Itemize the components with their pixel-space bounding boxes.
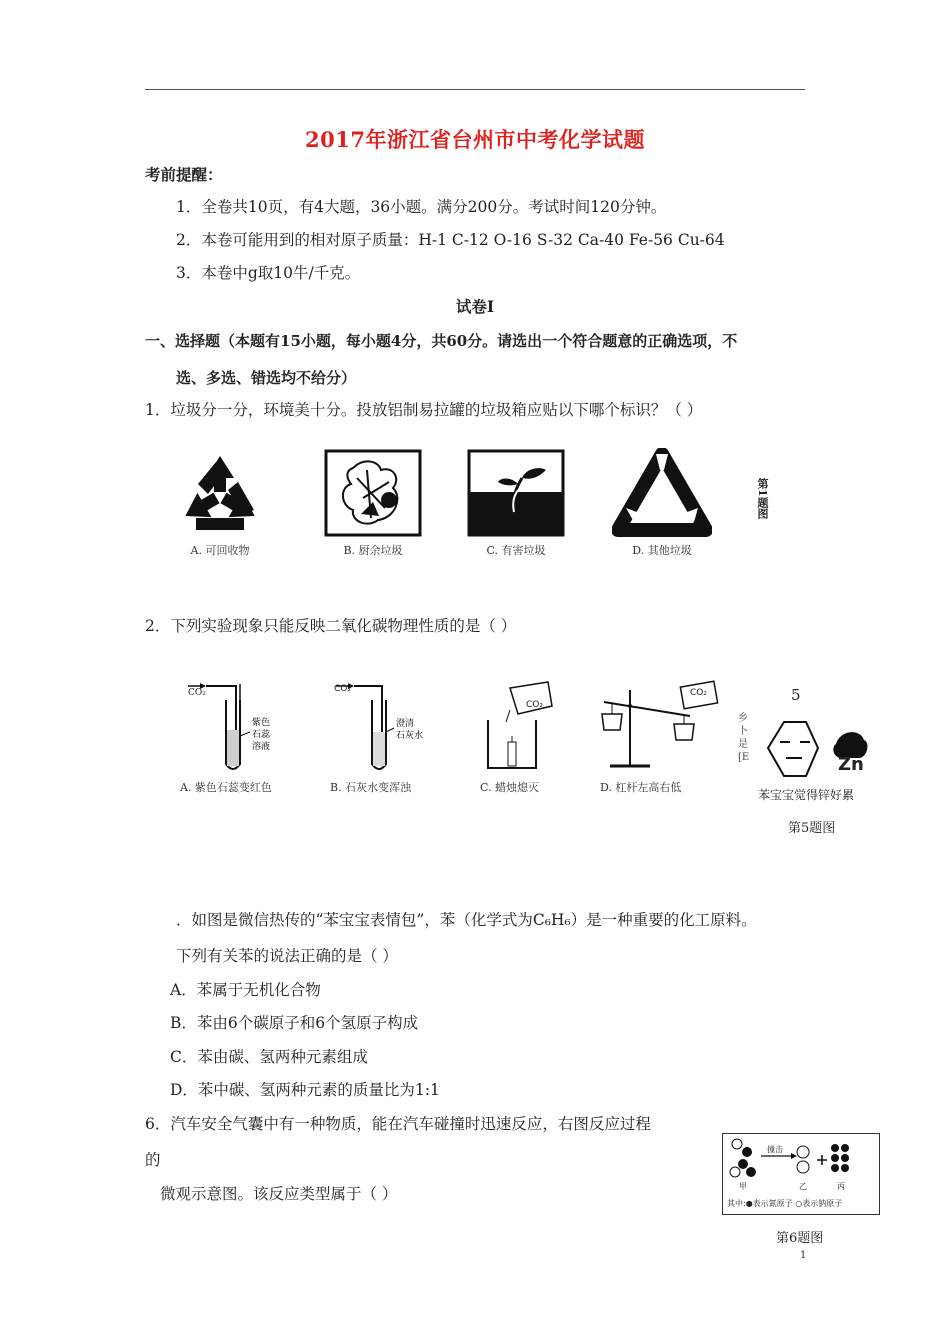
option-label: D. 其他垃圾 <box>632 544 692 557</box>
figure-1-label: 第1题图 <box>756 478 769 519</box>
test-tube-diagram <box>330 680 440 775</box>
co2-label: CO₂ <box>526 700 543 710</box>
option-label: C. 蜡烛熄灭 <box>480 781 540 794</box>
question-2: 2．下列实验现象只能反映二氧化碳物理性质的是（ ） <box>145 617 517 635</box>
benzene-face-icon <box>758 716 878 786</box>
top-rule <box>145 89 805 90</box>
notice-item: 3．本卷中g取10牛/千克。 <box>176 264 361 282</box>
notice-item: 2．本卷可能用到的相对原子质量：H-1 C-12 O-16 S-32 Ca-40 Fe-56 Cu-64 <box>176 231 725 249</box>
paper-label: 试卷Ⅰ <box>455 297 495 316</box>
diagram-legend: 其中:●表示氮原子 ○表示钠原子 <box>727 1199 843 1208</box>
figure-5-label: 第5题图 <box>788 821 836 836</box>
option-label: A. 可回收物 <box>190 544 250 557</box>
solution-label: 石蕊 <box>252 730 271 740</box>
figure-number: 5 <box>791 686 801 704</box>
option: B．苯由6个碳原子和6个氢原子构成 <box>170 1014 419 1032</box>
experiment-a <box>180 680 290 792</box>
question-5-stem: ．如图是微信热传的“苯宝宝表情包”，苯（化学式为C₆H₆）是一种重要的化工原料。 <box>176 911 757 929</box>
question-6-line1: 6．汽车安全气囊中有一种物质，能在汽车碰撞时迅速反应，右图反应过程 <box>145 1115 651 1133</box>
solution-label: 石灰水 <box>396 731 424 741</box>
option-label: D. 杠杆左高右低 <box>600 781 682 794</box>
food-waste-icon <box>323 448 423 538</box>
option: D．苯中碳、氢两种元素的质量比为1:1 <box>170 1081 440 1099</box>
recycle-icon <box>170 448 270 538</box>
experiment-d <box>600 676 725 792</box>
solution-label: 紫色 <box>252 718 271 728</box>
option: A．苯属于无机化合物 <box>170 981 321 999</box>
solution-label: 溶液 <box>252 742 271 752</box>
benzene-caption: 苯宝宝觉得锌好累 <box>758 788 855 802</box>
cropped-text-fragment: 乡 卜 是 [E <box>738 713 750 763</box>
co2-label: CO₂ <box>690 688 707 698</box>
option: C．苯由碳、氢两种元素组成 <box>170 1048 368 1066</box>
option-label: B. 厨余垃圾 <box>343 544 403 557</box>
sign-recyclable <box>170 448 270 560</box>
question-5-prompt: 下列有关苯的说法正确的是（ ） <box>176 947 398 965</box>
experiment-c <box>480 680 570 792</box>
page-title: 2017年浙江省台州市中考化学试题 <box>305 127 645 152</box>
hazardous-waste-icon <box>466 448 566 538</box>
zn-label: Zn <box>838 754 864 775</box>
question-6-line2: 的 <box>145 1151 161 1169</box>
section-heading: 一、选择题（本题有15小题，每小题4分，共60分。请选出一个符合题意的正确选项，不 <box>145 332 738 350</box>
other-waste-icon <box>612 448 712 538</box>
molecule-label: 乙 <box>799 1182 807 1191</box>
sign-other <box>612 448 712 560</box>
option-label: B. 石灰水变浑浊 <box>330 781 412 794</box>
notice-heading: 考前提醒： <box>145 165 223 184</box>
co2-label: CO₂ <box>188 688 206 698</box>
sign-hazardous <box>466 448 566 560</box>
page-number: 1 <box>800 1250 807 1261</box>
molecule-label: 丙 <box>837 1182 845 1191</box>
question-1: 1．垃圾分一分，环境美十分。投放铝制易拉罐的垃圾箱应贴以下哪个标识？（ ） <box>145 401 703 419</box>
solution-label: 澄清 <box>396 719 415 729</box>
arrow-label: 撞击 <box>767 1145 783 1154</box>
beaker-candle-diagram <box>480 680 570 775</box>
option-label: A. 紫色石蕊变红色 <box>180 781 272 794</box>
figure-6-label: 第6题图 <box>776 1231 824 1246</box>
question-6-line3: 微观示意图。该反应类型属于（ ） <box>160 1185 398 1203</box>
notice-item: 1．全卷共10页，有4大题，36小题。满分200分。考试时间120分钟。 <box>176 198 667 216</box>
option-label: C. 有害垃圾 <box>486 544 546 557</box>
sign-kitchen <box>323 448 423 560</box>
experiment-b <box>330 680 440 792</box>
molecule-label: 甲 <box>739 1182 747 1191</box>
benzene-meme <box>758 716 878 806</box>
section-heading-cont: 选、多选、错选均不给分） <box>176 369 357 387</box>
reaction-diagram <box>722 1133 880 1215</box>
co2-label: CO₂ <box>334 684 351 694</box>
